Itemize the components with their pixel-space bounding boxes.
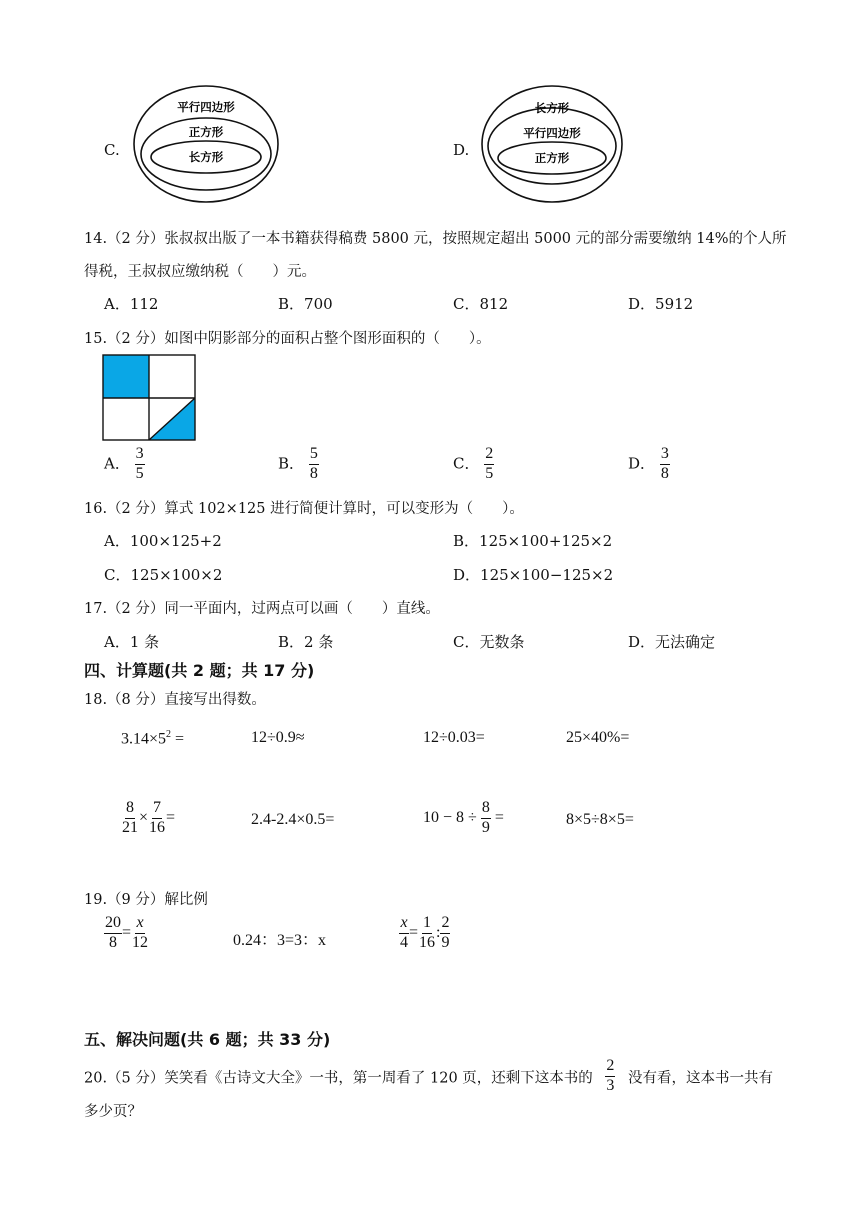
label-outer: 长方形 <box>534 101 570 115</box>
q19-equation-3: $\frac{x}{4}$ = $\frac{1}{16}$ : $\frac{2}{9}$ <box>400 914 450 951</box>
q17-text: 17.（2 分）同一平面内，过两点可以画（ ）直线。 <box>84 601 440 617</box>
q15-option-a <box>104 446 145 483</box>
fraction: $\frac{2}{5}$ <box>485 445 494 482</box>
q13-option-c-diagram <box>132 84 280 204</box>
q17-option-b: B．2 条 <box>278 633 334 651</box>
label-outer: 平行四边形 <box>177 100 235 114</box>
q14-option-b: B．700 <box>278 295 333 313</box>
q19-equation-1: $\frac{20}{8}$ = $\frac{x}{12}$ <box>105 914 149 951</box>
q16-option-d: D．125×100−125×2 <box>453 566 614 584</box>
q15-figure <box>102 354 196 442</box>
q13-option-c-letter: C. <box>104 141 120 159</box>
q18-expr-8: 8×5÷8×5= <box>566 811 634 828</box>
fraction: $\frac{5}{8}$ <box>309 445 318 482</box>
label-inner: 长方形 <box>188 150 224 164</box>
section-5-heading: 五、解决问题(共 6 题；共 33 分) <box>84 1030 331 1049</box>
q17-option-d: D．无法确定 <box>628 633 716 651</box>
q14-line2: 得税，王叔叔应缴纳税（ ）元。 <box>84 264 316 280</box>
q18-text: 18.（8 分）直接写出得数。 <box>84 692 266 708</box>
q15-text: 15.（2 分）如图中阴影部分的面积占整个图形面积的（ ）。 <box>84 331 491 347</box>
label-middle: 平行四边形 <box>523 126 581 140</box>
q15-option-c <box>453 446 494 483</box>
q17-option-c: C．无数条 <box>453 633 525 651</box>
option-label: A． <box>104 454 130 473</box>
shaded-square <box>103 355 149 398</box>
q18-expr-2: 12÷0.9≈ <box>251 729 305 746</box>
q14-option-a: A．112 <box>104 295 159 313</box>
q18-expr-4: 25×40%= <box>566 729 630 746</box>
option-label: D． <box>628 454 656 473</box>
section-4-heading: 四、计算题(共 2 题；共 17 分) <box>84 661 315 680</box>
q13-option-d-letter: D. <box>453 141 470 159</box>
q18-expr-3: 12÷0.03= <box>423 729 485 746</box>
q14-option-c: C．812 <box>453 295 509 313</box>
option-label: C． <box>453 454 480 473</box>
q14-line1: 14.（2 分）张叔叔出版了一本书籍获得稿费 5800 元，按照规定超出 5000 元的部分需要缴纳 14%的个人所 <box>84 231 787 247</box>
label-inner: 正方形 <box>534 151 570 165</box>
q16-option-c: C．125×100×2 <box>104 566 223 584</box>
q16-option-b: B．125×100+125×2 <box>453 532 613 550</box>
q19-equation-2: 0.24：3=3：x <box>233 932 327 949</box>
middle-ellipse <box>488 108 616 184</box>
q18-expr-5: $\frac{8}{21}$ × $\frac{7}{16}$ = <box>122 799 176 836</box>
option-label: B． <box>278 454 305 473</box>
q16-text: 16.（2 分）算式 102×125 进行简便计算时，可以变形为（ ）。 <box>84 501 524 517</box>
q18-expr-1: $3.14\times 5^2$ = <box>121 729 185 748</box>
label-middle: 正方形 <box>188 125 224 139</box>
q13-option-d-diagram <box>480 84 628 204</box>
q20-line2: 多少页？ <box>84 1104 142 1120</box>
q15-option-d <box>628 446 670 483</box>
fraction: $\frac{2}{3}$ <box>606 1057 615 1094</box>
q15-option-b <box>278 446 319 483</box>
q18-expr-7: 10 − 8 ÷ $\frac{8}{9}$ = <box>423 799 504 836</box>
q16-option-a: A．100×125+2 <box>104 532 222 550</box>
q18-expr-6: 2.4-2.4×0.5= <box>251 811 335 828</box>
q19-text: 19.（9 分）解比例 <box>84 892 208 908</box>
fraction: $\frac{3}{5}$ <box>135 445 144 482</box>
q14-option-d: D．5912 <box>628 295 694 313</box>
q20-line1: 20.（5 分）笑笑看《古诗文大全》一书，第一周看了 120 页，还剩下这本书的 $\frac{2}{3}$ 没有看，这本书一共有 <box>84 1057 774 1094</box>
fraction: $\frac{3}{8}$ <box>660 445 669 482</box>
q17-option-a: A．1 条 <box>104 633 160 651</box>
